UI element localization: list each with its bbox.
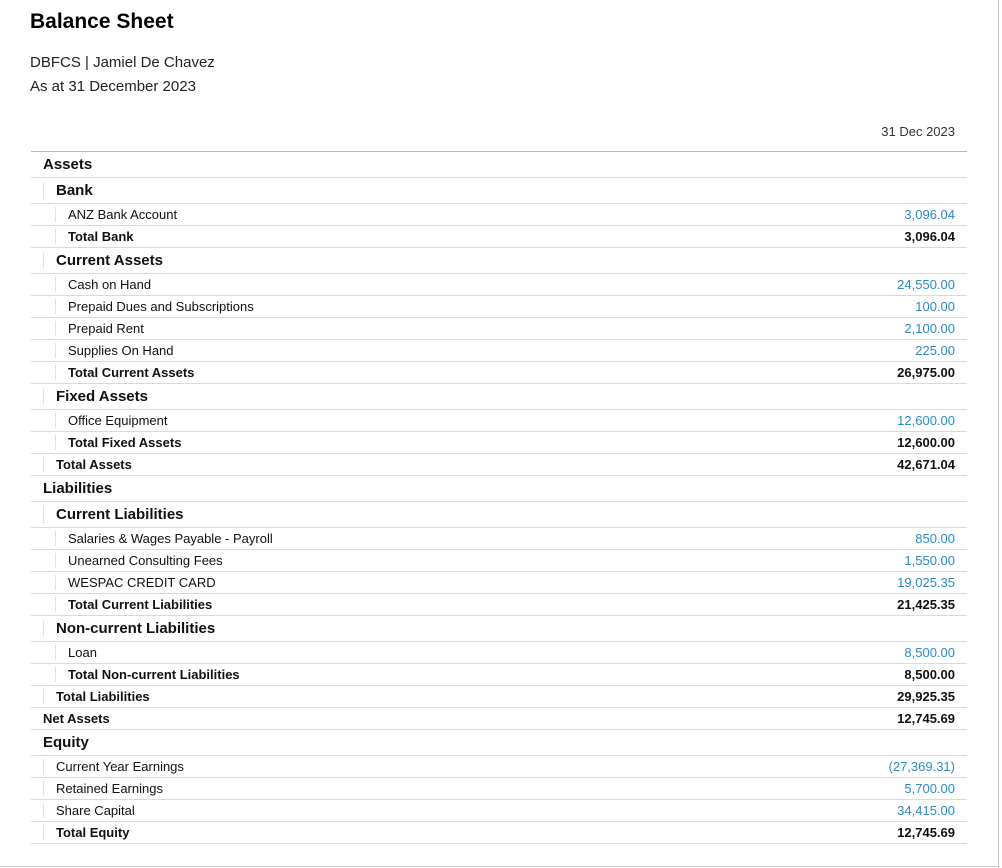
- total-label: Total Bank: [55, 229, 767, 244]
- amount-value: 42,671.04: [897, 457, 955, 472]
- total-row: [31, 226, 967, 248]
- account-row: [31, 800, 967, 822]
- account-amount-link[interactable]: 2,100.00: [904, 321, 955, 336]
- amount-value: 29,925.35: [897, 689, 955, 704]
- section-header-row: [31, 248, 967, 274]
- account-label: Prepaid Dues and Subscriptions: [55, 299, 767, 314]
- total-label: Net Assets: [43, 711, 110, 726]
- total-label: Total Current Assets: [55, 365, 767, 380]
- account-label: Cash on Hand: [55, 277, 767, 292]
- section-label: Liabilities: [43, 480, 113, 497]
- amount-value: 8,500.00: [904, 667, 955, 682]
- account-amount-link[interactable]: 24,550.00: [897, 277, 955, 292]
- account-row: [31, 318, 967, 340]
- account-row: [31, 274, 967, 296]
- section-label: Fixed Assets: [43, 388, 767, 405]
- account-row: [31, 778, 967, 800]
- account-label: Prepaid Rent: [55, 321, 767, 336]
- account-amount-link[interactable]: (27,369.31): [888, 759, 955, 774]
- total-label: Total Assets: [43, 457, 767, 472]
- account-row: [31, 642, 967, 664]
- account-amount-link[interactable]: 34,415.00: [897, 803, 955, 818]
- amount-value: 12,745.69: [897, 711, 955, 726]
- section-header-row: [31, 152, 967, 178]
- account-label: WESPAC CREDIT CARD: [55, 575, 767, 590]
- total-row: [31, 432, 967, 454]
- account-label: Loan: [55, 645, 767, 660]
- section-header-row: [31, 178, 967, 204]
- total-row: [31, 686, 967, 708]
- account-amount-link[interactable]: 19,025.35: [897, 575, 955, 590]
- total-row: [31, 454, 967, 476]
- total-label: Total Non-current Liabilities: [55, 667, 767, 682]
- total-row: [31, 362, 967, 384]
- account-amount-link[interactable]: 8,500.00: [904, 645, 955, 660]
- account-row: [31, 756, 967, 778]
- page-edge: [998, 0, 999, 868]
- account-row: [31, 410, 967, 432]
- section-label: Current Liabilities: [43, 506, 767, 523]
- page-edge: [0, 866, 999, 867]
- total-label: Total Current Liabilities: [55, 597, 767, 612]
- section-header-row: [31, 616, 967, 642]
- account-row: [31, 296, 967, 318]
- account-label: Salaries & Wages Payable - Payroll: [55, 531, 767, 546]
- report-organisation: DBFCS | Jamiel De Chavez: [30, 54, 215, 71]
- account-amount-link[interactable]: 100.00: [915, 299, 955, 314]
- amount-value: 26,975.00: [897, 365, 955, 380]
- account-label: Current Year Earnings: [43, 759, 767, 774]
- account-label: ANZ Bank Account: [55, 207, 767, 222]
- amount-value: 21,425.35: [897, 597, 955, 612]
- total-row: [31, 594, 967, 616]
- balance-sheet-table: [31, 151, 967, 844]
- account-amount-link[interactable]: 12,600.00: [897, 413, 955, 428]
- section-header-row: [31, 730, 967, 756]
- amount-value: 12,745.69: [897, 825, 955, 840]
- account-label: Office Equipment: [55, 413, 767, 428]
- report-date: As at 31 December 2023: [30, 78, 196, 95]
- section-label: Current Assets: [43, 252, 767, 269]
- total-label: Total Fixed Assets: [55, 435, 767, 450]
- section-header-row: [31, 502, 967, 528]
- total-label: Total Liabilities: [43, 689, 767, 704]
- account-label: Retained Earnings: [43, 781, 767, 796]
- column-header-date: 31 Dec 2023: [881, 124, 955, 139]
- account-amount-link[interactable]: 5,700.00: [904, 781, 955, 796]
- report-title: Balance Sheet: [30, 10, 174, 33]
- account-amount-link[interactable]: 3,096.04: [904, 207, 955, 222]
- account-row: [31, 550, 967, 572]
- amount-value: 3,096.04: [904, 229, 955, 244]
- account-row: [31, 528, 967, 550]
- account-label: Share Capital: [43, 803, 767, 818]
- amount-value: 12,600.00: [897, 435, 955, 450]
- section-header-row: [31, 384, 967, 410]
- section-label: Bank: [43, 182, 767, 199]
- total-row: [31, 664, 967, 686]
- account-row: [31, 204, 967, 226]
- account-label: Supplies On Hand: [55, 343, 767, 358]
- total-row: [31, 822, 967, 844]
- account-amount-link[interactable]: 850.00: [915, 531, 955, 546]
- account-row: [31, 572, 967, 594]
- section-header-row: [31, 476, 967, 502]
- total-row: [31, 708, 967, 730]
- account-amount-link[interactable]: 1,550.00: [904, 553, 955, 568]
- section-label: Non-current Liabilities: [43, 620, 767, 637]
- account-row: [31, 340, 967, 362]
- section-label: Assets: [43, 156, 93, 173]
- account-label: Unearned Consulting Fees: [55, 553, 767, 568]
- section-label: Equity: [43, 734, 89, 751]
- account-amount-link[interactable]: 225.00: [915, 343, 955, 358]
- total-label: Total Equity: [43, 825, 767, 840]
